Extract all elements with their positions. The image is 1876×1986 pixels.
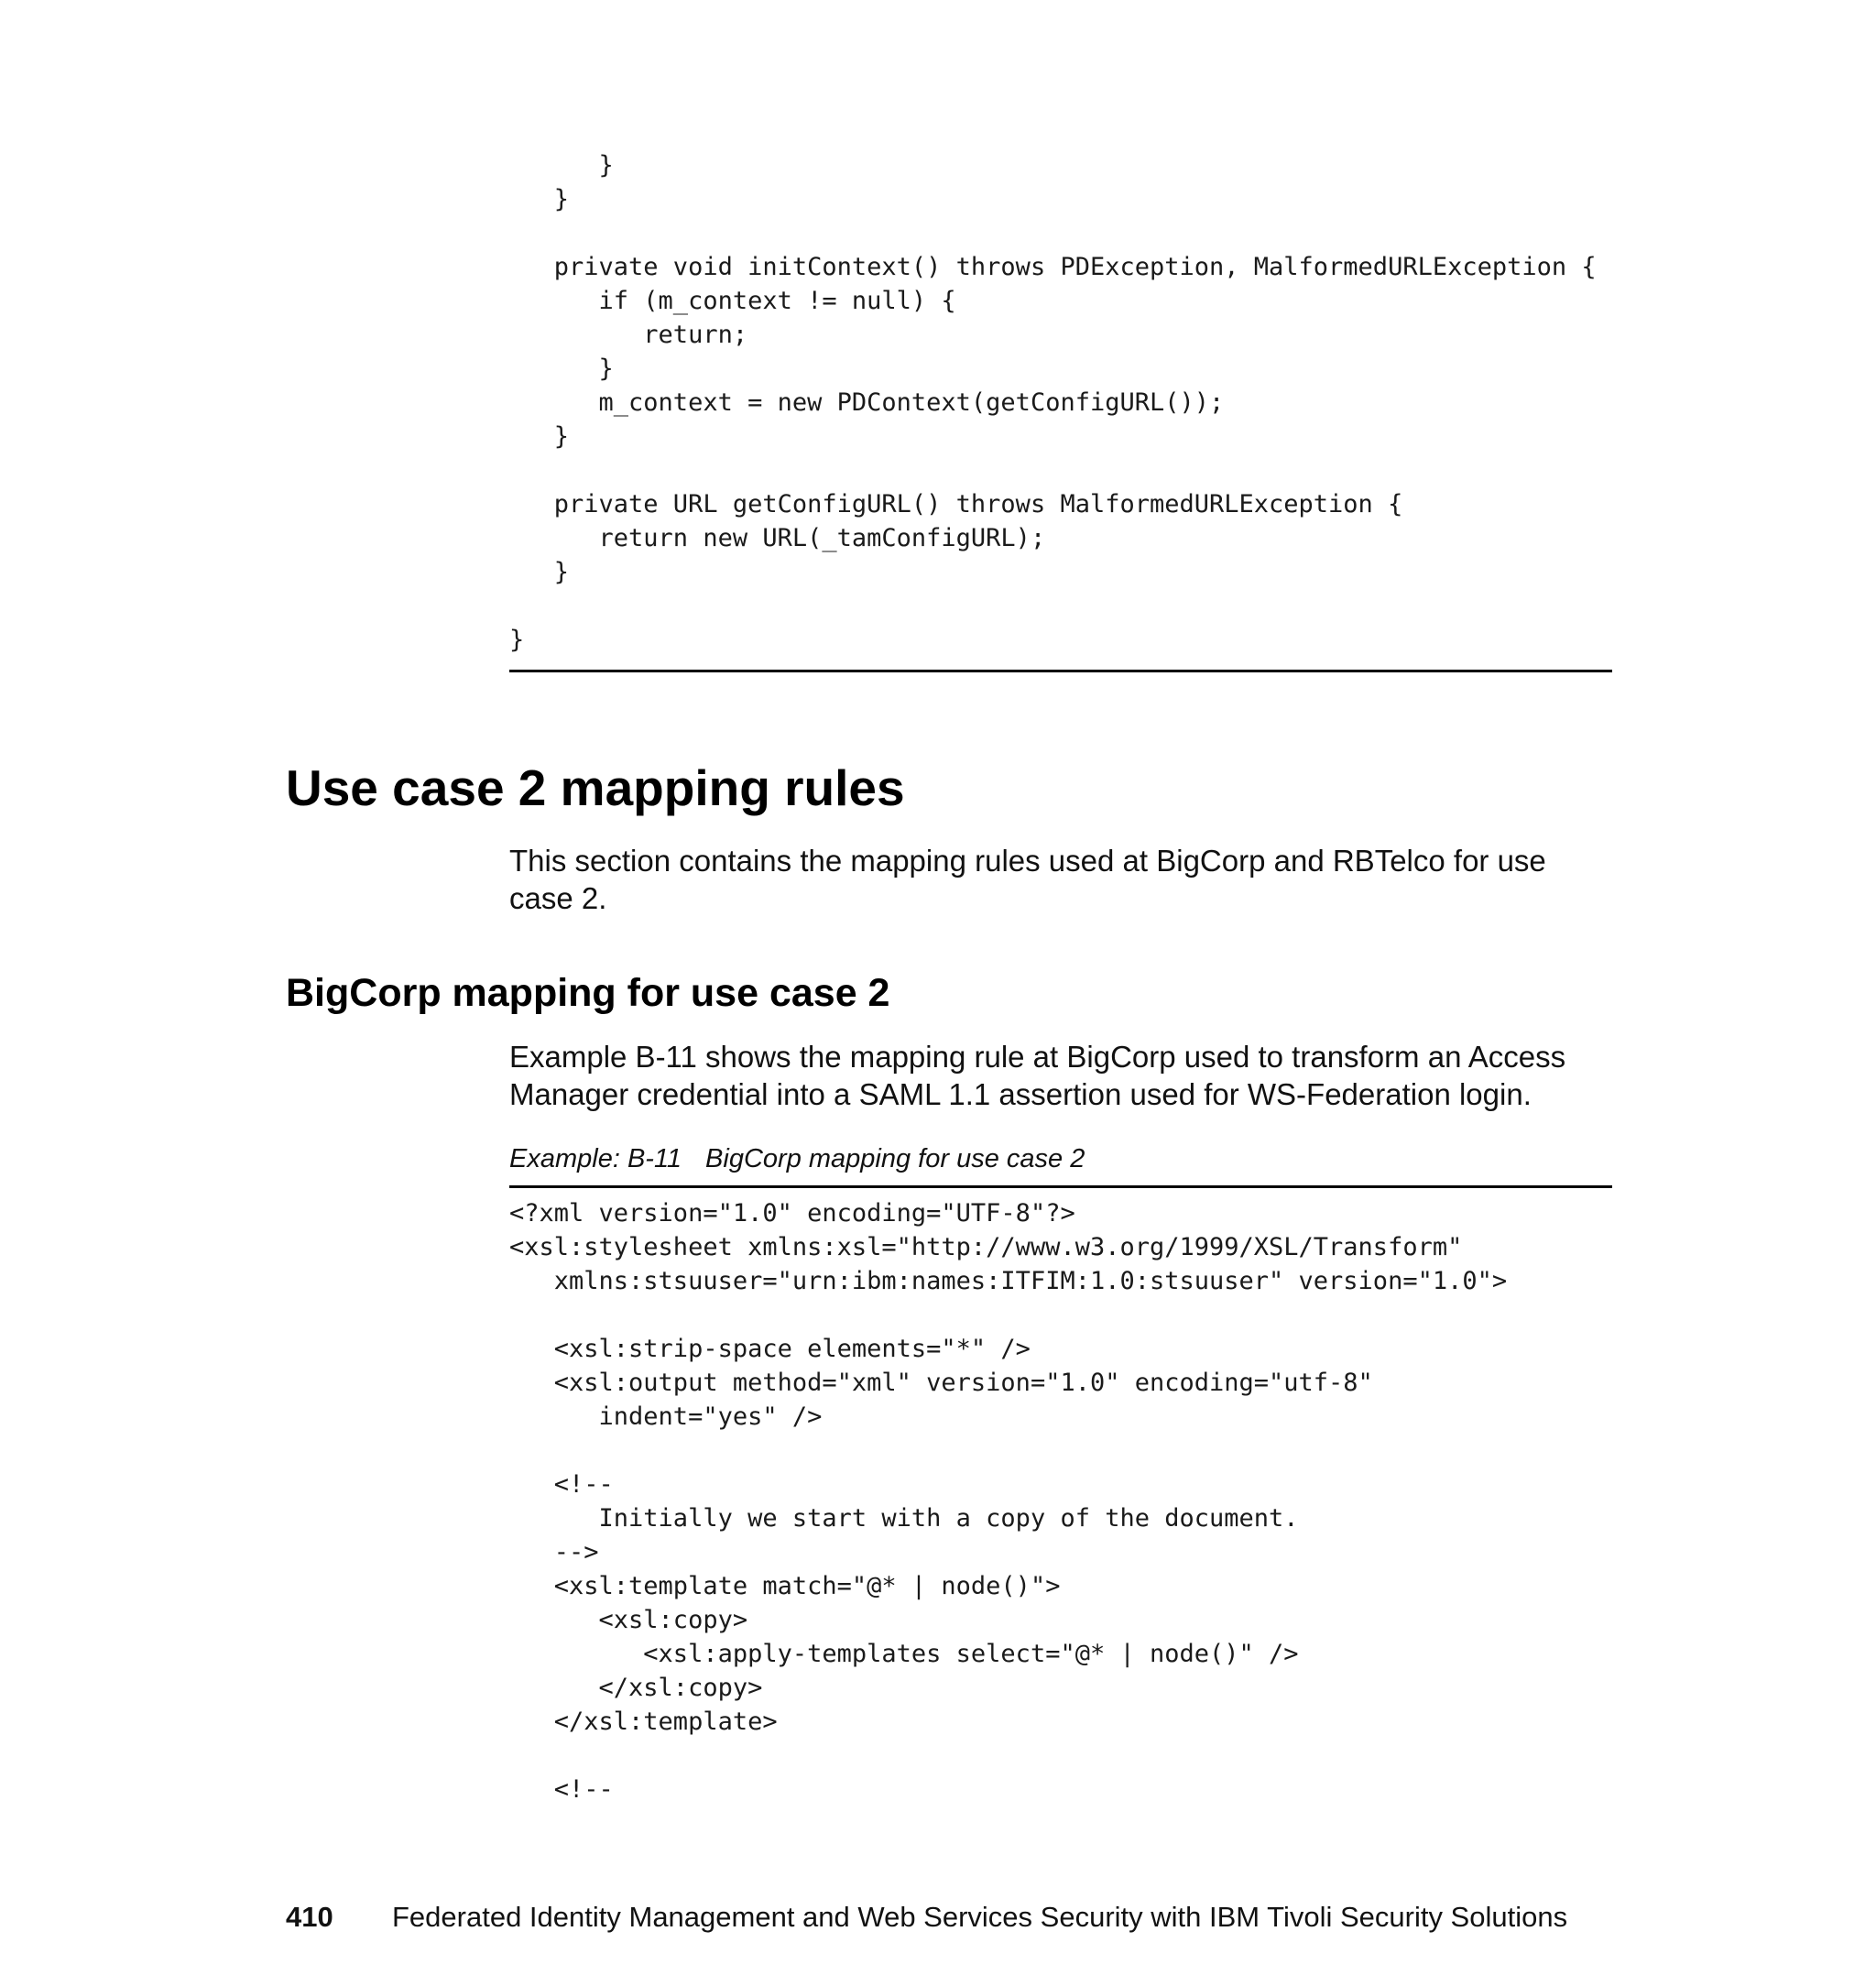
section-title: Use case 2 mapping rules <box>286 759 905 816</box>
page-number: 410 <box>286 1901 333 1933</box>
subsection-intro-paragraph: Example B-11 shows the mapping rule at BigCorp used to transform an Access Manager credential into a SAML 1.1 assertion used for WS-Federation login. <box>509 1040 1566 1111</box>
page-footer <box>286 1901 1567 1934</box>
code-listing-continued: } } private void initContext() throws PDException, MalformedURLException { if (m_context != null) { return; } m_context = new PDContext(getConfigURL()); } private URL getConfigURL() throws MalformedURLException { return new URL(_tamConfigURL); } } <box>509 151 1597 654</box>
example-caption-rule <box>509 1185 1612 1188</box>
book-title: Federated Identity Management and Web Services Security with IBM Tivoli Security Solutions <box>392 1901 1568 1933</box>
code-end-rule <box>509 670 1612 672</box>
subsection-title: BigCorp mapping for use case 2 <box>286 971 890 1015</box>
example-code-listing: <?xml version="1.0" encoding="UTF-8"?> <xsl:stylesheet xmlns:xsl="http://www.w3.org/1999/XSL/Transform" xmlns:stsuuser="urn:ibm:names:ITFIM:1.0:stsuuser" version="1.0"> <xsl:strip-space elements="*" /> <xsl:output method="xml" version="1.0" encoding="utf-8" indent="yes" /> <!-- Initially we start with a copy of the document. --> <xsl:template match="@* | node()"> <xsl:copy> <xsl:apply-templates select="@* | node()" /> </xsl:copy> </xsl:template> <!-- <box>509 1199 1508 1804</box>
example-label: Example: B-11 <box>509 1144 682 1173</box>
example-title: BigCorp mapping for use case 2 <box>705 1144 1085 1173</box>
section-intro-paragraph: This section contains the mapping rules used at BigCorp and RBTelco for use case 2. <box>509 844 1546 915</box>
example-caption <box>509 1144 1085 1174</box>
